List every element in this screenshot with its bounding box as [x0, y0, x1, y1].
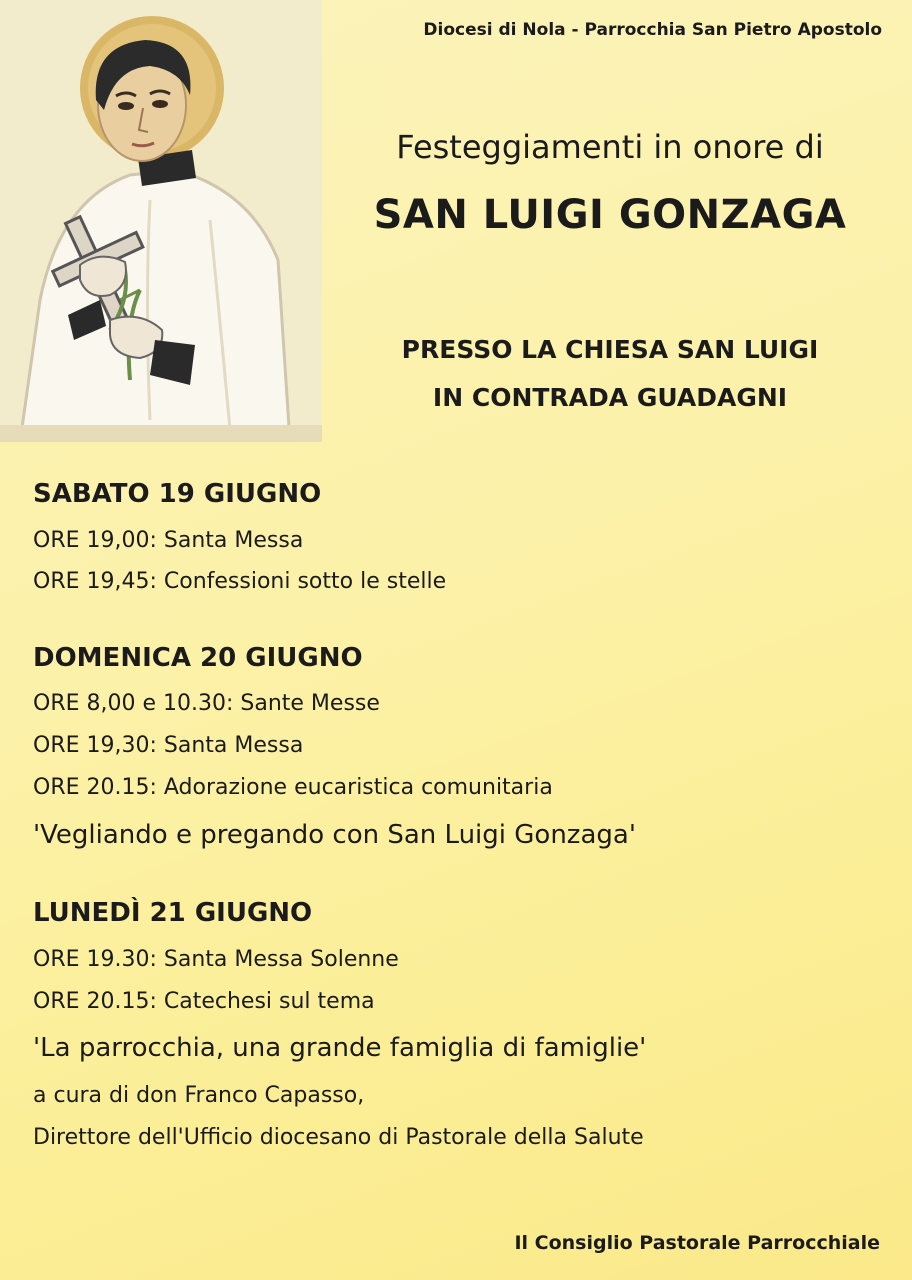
location-line-1: PRESSO LA CHIESA SAN LUIGI — [401, 335, 819, 364]
schedule-item: ORE 20.15: Catechesi sul tema — [33, 989, 375, 1014]
day-heading-sunday: DOMENICA 20 GIUGNO — [33, 643, 363, 673]
day-heading-monday: LUNEDÌ 21 GIUGNO — [33, 898, 313, 928]
saint-artwork — [0, 0, 322, 442]
location-line-2: IN CONTRADA GUADAGNI — [432, 383, 788, 412]
schedule-item: ORE 19,00: Santa Messa — [33, 528, 304, 553]
schedule-item: ORE 19.30: Santa Messa Solenne — [33, 947, 399, 972]
saint-portrait-icon — [0, 0, 322, 442]
schedule-item: ORE 19,45: Confessioni sotto le stelle — [33, 569, 447, 594]
event-subtitle: Festeggiamenti in onore di — [396, 128, 824, 166]
monday-quote: 'La parrocchia, una grande famiglia di famiglie' — [33, 1033, 647, 1063]
schedule-item: ORE 8,00 e 10.30: Sante Messe — [33, 691, 380, 716]
parish-header: Diocesi di Nola - Parrocchia San Pietro Apostolo — [423, 20, 882, 40]
sunday-quote: 'Vegliando e pregando con San Luigi Gonzaga' — [33, 820, 636, 850]
event-title: SAN LUIGI GONZAGA — [373, 192, 847, 238]
speaker-title-note: Direttore dell'Ufficio diocesano di Pastorale della Salute — [33, 1125, 644, 1150]
schedule-item: ORE 19,30: Santa Messa — [33, 733, 304, 758]
day-heading-saturday: SABATO 19 GIUGNO — [33, 479, 322, 509]
footer-signature: Il Consiglio Pastorale Parrocchiale — [514, 1232, 880, 1254]
speaker-note: a cura di don Franco Capasso, — [33, 1083, 365, 1108]
schedule-item: ORE 20.15: Adorazione eucaristica comunitaria — [33, 775, 553, 800]
